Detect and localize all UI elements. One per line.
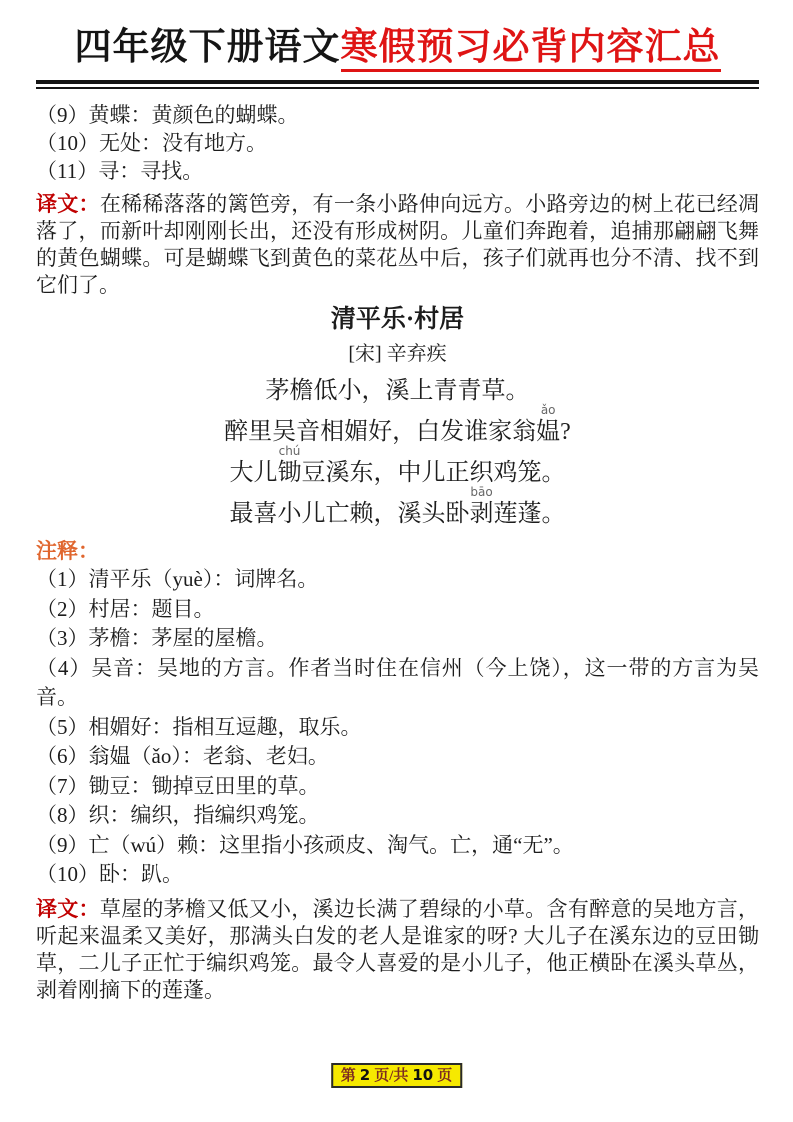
annotation-item-2: （2）村居：题目。 [36, 596, 215, 621]
poem-line-text: 大儿 [229, 460, 278, 486]
page-number-badge [331, 1063, 463, 1088]
ruby-annotated-char [536, 403, 561, 447]
annotation-item-7: （7）锄豆：锄掉豆田里的草。 [36, 773, 320, 798]
translation-paragraph-1 [36, 191, 759, 299]
annotation-item-9: （9）亡（wú）赖：这里指小孩顽皮、淘气。亡，通“无”。 [36, 832, 574, 857]
annotation-item-8: （8）织：编织，指编织鸡笼。 [36, 803, 320, 827]
page-title [36, 24, 759, 72]
poem-line-text: 茅檐低小，溪上青青草。 [265, 378, 530, 404]
annotation-item-6: （6）翁媪（ǎo）：老翁、老妇。 [36, 744, 329, 768]
footer-total-pages: 10 [412, 1066, 434, 1084]
poem-line-text: 醉里吴音相媚好，白发谁家翁 [224, 419, 537, 445]
page-header [36, 24, 759, 89]
title-red-part: 寒假预习必背内容汇总 [341, 27, 721, 72]
note-item-11: （11）寻：寻找。 [36, 159, 204, 183]
poem-section [36, 307, 759, 529]
translation-label: 译文： [36, 192, 100, 216]
header-divider-rule [36, 80, 759, 89]
translation-text: 在稀稀落落的篱笆旁，有一条小路伸向远方。小路旁边的树上花已经凋落了，而新叶却刚刚长出，还没有形成树阴。儿童们奔跑着，追捕那翩翩飞舞的黄色蝴蝶。可是蝴蝶飞到黄色的菜花丛中后，孩子们就再也分不清、找不到它们了。 [36, 192, 760, 297]
annotation-item-4: （4）吴音：吴地的方言。作者当时住在信州（今上饶），这一带的方言为吴音。 [36, 655, 759, 709]
poem-line-4 [36, 485, 759, 529]
annotations-label: 注释： [36, 539, 99, 563]
poem-line-text: 锄 [277, 460, 302, 486]
annotations-section [36, 537, 759, 890]
footer-suffix: 页 [437, 1068, 453, 1084]
title-black-part: 四年级下册语文 [74, 27, 341, 68]
ruby-annotated-char [277, 444, 302, 488]
poem-line-1 [36, 376, 759, 406]
footer-mid: 页/共 [374, 1068, 409, 1084]
annotation-item-5: （5）相媚好：指相互逗趣，取乐。 [36, 714, 362, 739]
ruby-annotated-char [469, 485, 494, 529]
pinyin-annotation: ǎo [540, 403, 556, 417]
poem-title: 清平乐·村居 [330, 306, 465, 333]
poem-line-text: 莲蓬。 [493, 501, 566, 527]
note-item-10: （10）无处：没有地方。 [36, 131, 267, 155]
poem-line-text: 最喜小儿亡赖，溪头卧 [229, 501, 470, 527]
poem-line-2 [36, 403, 759, 447]
translation-paragraph-2 [36, 896, 759, 1004]
poem-line-text: ? [560, 419, 571, 445]
annotation-item-10: （10）卧：趴。 [36, 862, 183, 886]
translation-label: 译文： [36, 896, 100, 921]
poem-author: [宋] 辛弃疾 [348, 343, 447, 365]
poem-line-text: 剥 [469, 501, 494, 527]
translation-text: 草屋的茅檐又低又小，溪边长满了碧绿的小草。含有醉意的吴地方言，听起来温柔又美好，那满头白发的老人是谁家的呀? 大儿子在溪东边的豆田锄草，二儿子正忙于编织鸡笼。最令人喜爱的是小儿子，他正横卧在溪头草丛，剥着刚摘下的莲蓬。 [36, 896, 760, 1002]
poem-line-text: 豆溪东，中儿正织鸡笼。 [301, 460, 566, 486]
poem-line-text: 媪 [536, 419, 561, 445]
pinyin-annotation: bāo [470, 485, 493, 499]
footer-current-page: 2 [359, 1066, 371, 1084]
annotation-item-3: （3）茅檐：茅屋的屋檐。 [36, 626, 278, 650]
poem-line-3 [36, 444, 759, 488]
footer-prefix: 第 [340, 1068, 356, 1084]
pinyin-annotation: chú [278, 444, 301, 458]
annotation-item-1: （1）清平乐（yuè）：词牌名。 [36, 567, 319, 591]
note-item-9: （9）黄蝶：黄颜色的蝴蝶。 [36, 103, 299, 127]
notes-continued-section [36, 101, 759, 185]
